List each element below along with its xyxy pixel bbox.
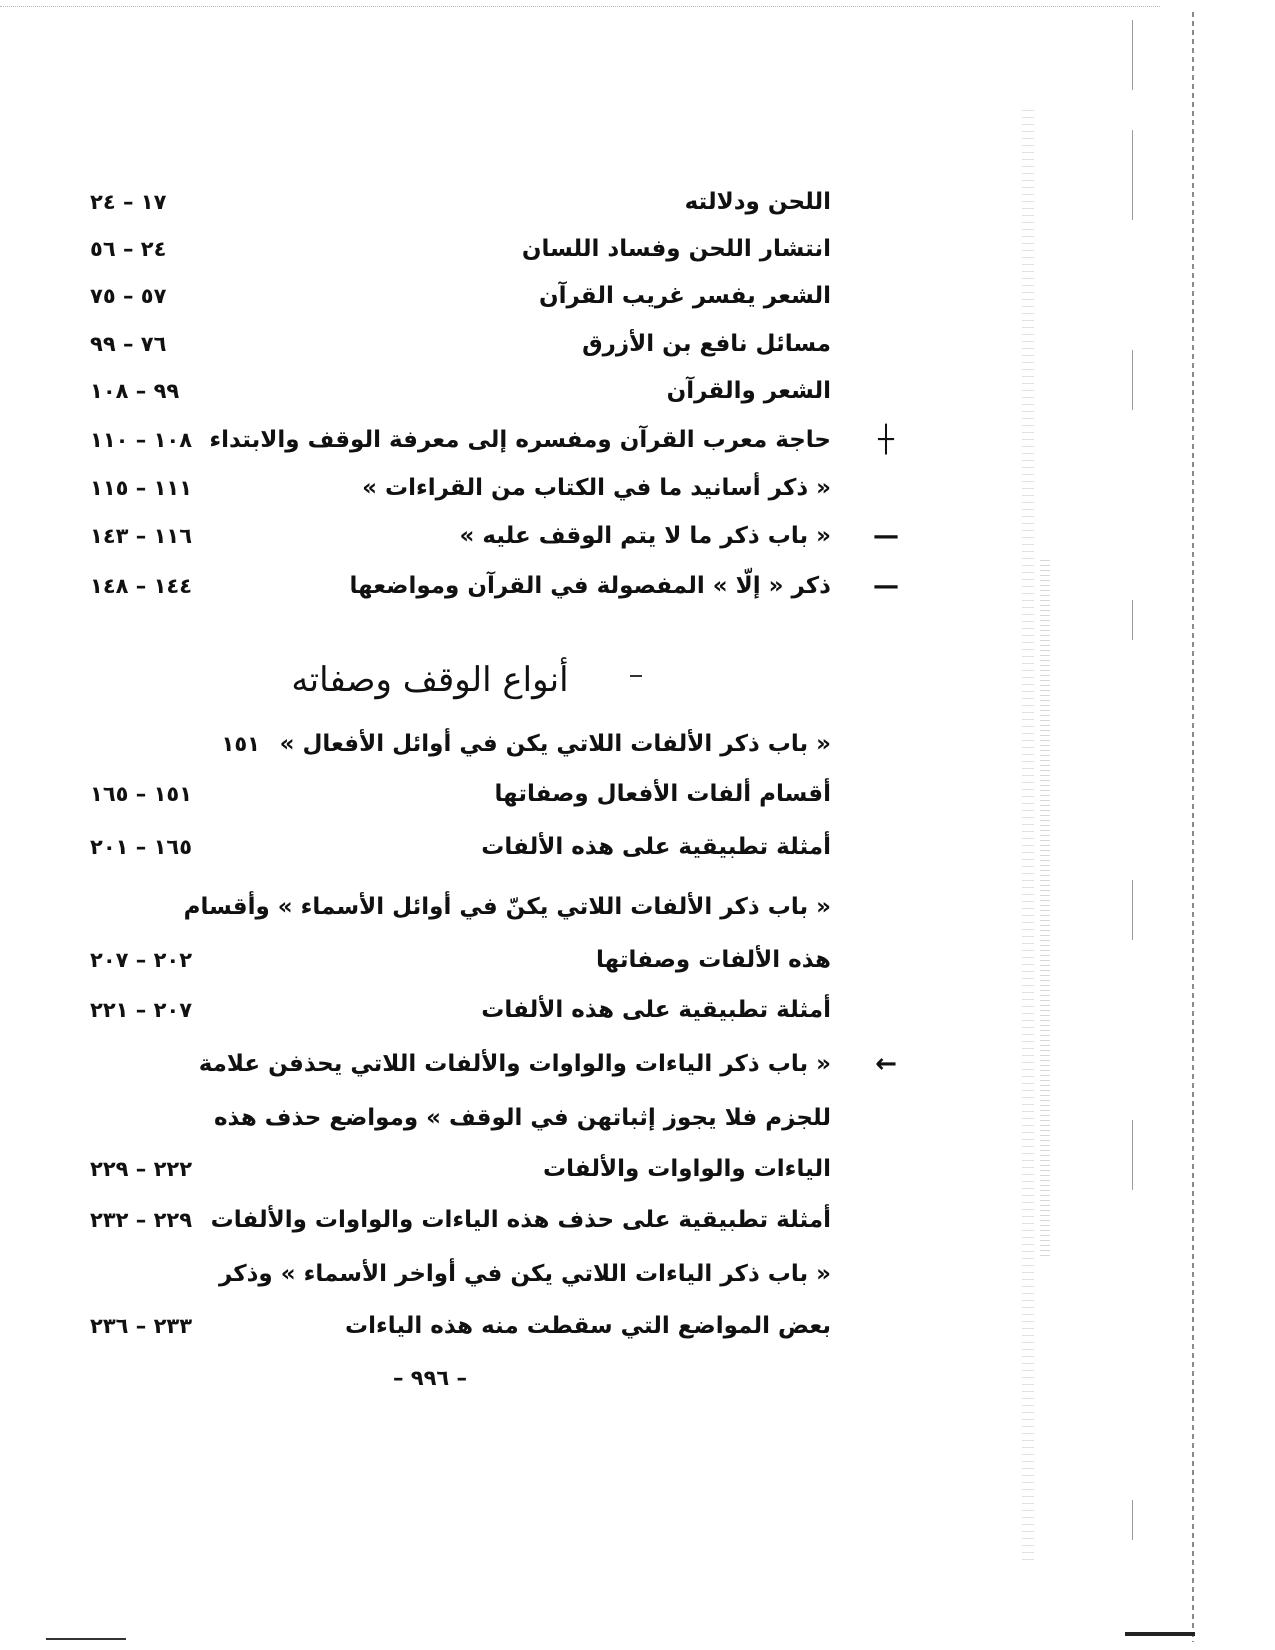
toc-entry [60,468,920,508]
toc-entry-title: « باب ذكر الألفات اللاتي يكنّ في أوائل الأسماء » وأقسام [183,894,831,920]
toc-entry-pages: ٢٢٢ – ٢٢٩ [90,1157,193,1181]
toc-entry-title: اللحن ودلالته [684,189,831,215]
toc-entry [60,940,920,980]
toc-entry [60,276,920,316]
toc-entry-title: « باب ذكر الألفات اللاتي يكن في أوائل الأفعال » [279,731,831,757]
heading-dash-mark [630,675,642,677]
scan-edge-speckle [1022,110,1034,1560]
toc-entry [60,566,920,606]
toc-entry-pages: ٢٣٣ – ٢٣٦ [90,1314,193,1338]
toc-entry-title: بعض المواضع التي سقطت منه هذه الياءات [344,1313,831,1339]
toc-entry [60,1306,920,1346]
toc-entry-title: أمثلة تطبيقية على حذف هذه الياءات والواوات والألفات [210,1207,831,1233]
toc-entry-title: « ذكر أسانيد ما في الكتاب من القراءات » [362,475,831,501]
toc-entry [60,229,920,269]
toc-entry [60,1098,920,1138]
toc-entry-title: حاجة معرب القرآن ومفسره إلى معرفة الوقف والابتداء [209,427,831,453]
scan-bottom-corner [1125,1632,1195,1636]
toc-entry-title: ذكر « إلّا » المفصولة في القرآن ومواضعها [349,573,831,599]
page-number: – ٩٩٦ – [392,1366,468,1390]
scan-edge-speckle [1040,560,1050,1260]
toc-entry-pages: ٢٢٩ – ٢٣٢ [90,1208,193,1232]
toc-entry-pages: ١٤٤ – ١٤٨ [90,574,193,598]
toc-entry-pages: ١١٦ – ١٤٣ [90,524,193,548]
scan-right-edge-line [1192,12,1194,1642]
toc-entry-title: أقسام ألفات الأفعال وصفاتها [494,781,831,807]
toc-entry-pages: ١٥١ – ١٦٥ [90,782,193,806]
scan-edge-marks [1132,20,1135,1620]
toc-entry-title: أمثلة تطبيقية على هذه الألفات [481,834,831,860]
section-heading: أنواع الوقف وصفاته [291,660,569,700]
toc-entry [60,827,920,867]
toc-entry-title: أمثلة تطبيقية على هذه الألفات [481,997,831,1023]
toc-entry [60,1254,920,1294]
toc-entry-title: « باب ذكر الياءات والواوات والألفات اللاتي يحذفن علامة [198,1051,831,1077]
margin-arrow-mark: ← [875,1049,897,1079]
scan-bottom-left-mark [46,1638,126,1643]
margin-cross-mark: ┼ [878,425,894,455]
toc-entry-title: للجزم فلا يجوز إثباتهن في الوقف » ومواضع حذف هذه [213,1105,831,1131]
toc-entry-pages: ١٦٥ – ٢٠١ [90,835,193,859]
toc-entry-pages: ١٧ – ٢٤ [90,190,167,214]
toc-entry-title: « باب ذكر الياءات اللاتي يكن في أواخر الأسماء » وذكر [218,1261,831,1287]
toc-entry-title: هذه الألفات وصفاتها [596,947,831,973]
toc-entry-title: الياءات والواوات والألفات [543,1156,831,1182]
toc-entry-pages: ٢٤ – ٥٦ [90,237,167,261]
toc-entry-pages: ٢٠٧ – ٢٢١ [90,998,193,1022]
toc-entry [60,1200,920,1240]
toc-entry-title: « باب ذكر ما لا يتم الوقف عليه » [459,523,831,549]
toc-entry [60,887,920,927]
toc-entry-pages: ٩٩ – ١٠٨ [90,379,180,403]
toc-entry [60,1044,920,1084]
toc-entry [60,724,920,764]
toc-entry-title: الشعر والقرآن [666,378,831,404]
toc-entry [60,1149,920,1189]
scan-top-dotted-line [0,6,1160,7]
toc-entry [60,324,920,364]
toc-entry [60,371,920,411]
toc-entry [60,774,920,814]
toc-entry-pages: ١٥١ [221,732,260,756]
toc-entry-pages: ١٠٨ – ١١٠ [90,428,193,452]
toc-entry-title: الشعر يفسر غريب القرآن [538,283,831,309]
toc-entry-pages: ٥٧ – ٧٥ [90,284,167,308]
toc-entry-title: انتشار اللحن وفساد اللسان [521,236,831,262]
toc-entry-pages: ٧٦ – ٩٩ [90,332,167,356]
toc-entry [60,420,920,460]
toc-entry [60,516,920,556]
toc-entry [60,990,920,1030]
toc-entry-pages: ٢٠٢ – ٢٠٧ [90,948,193,972]
toc-entry [60,182,920,222]
margin-dash-mark: — [873,521,899,551]
toc-entry-pages: ١١١ – ١١٥ [90,476,193,500]
margin-dash-mark: — [873,571,899,601]
toc-entry-title: مسائل نافع بن الأزرق [582,331,831,357]
